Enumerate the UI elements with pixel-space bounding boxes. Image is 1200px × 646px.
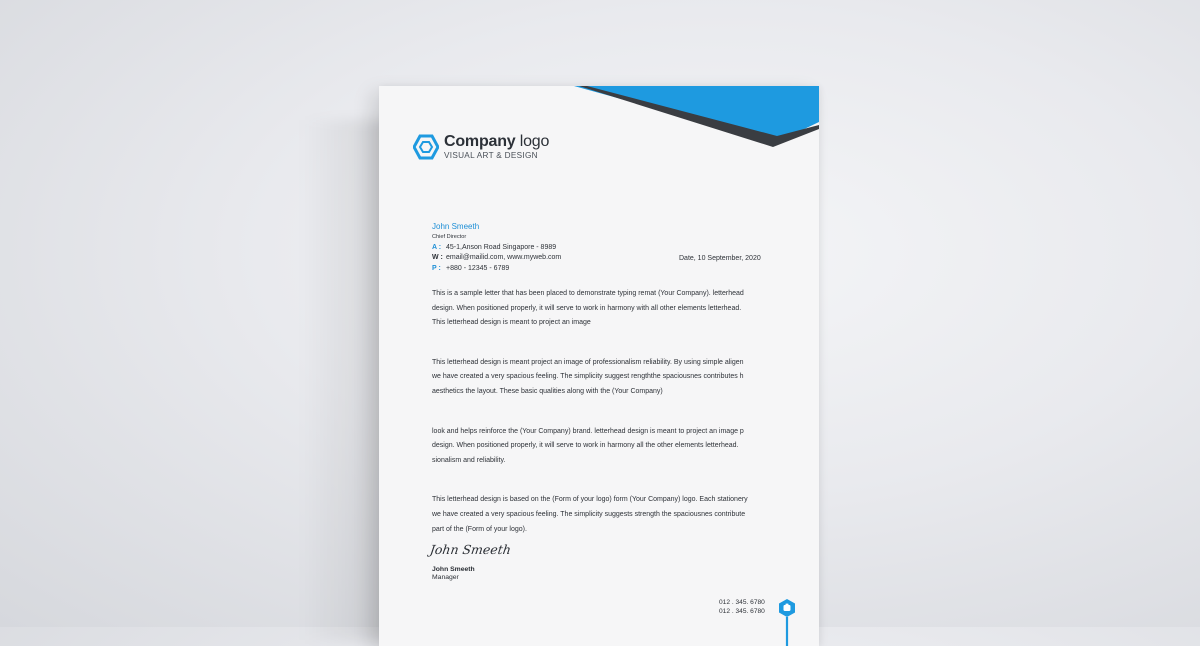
contact-value-address: 45-1,Anson Road Singapore - 8989 — [446, 244, 557, 251]
hexagon-icon — [413, 134, 439, 160]
contact-value-phone: +880 - 12345 - 6789 — [446, 264, 510, 272]
letterhead-paper — [379, 86, 819, 646]
body-line: This is a sample letter that has been placed to demonstrate typing remat (Your Company). letterhead — [432, 290, 744, 297]
body-line: This letterhead design is based on the (Form of your logo) form (Your Company) logo. Each stationery — [432, 496, 748, 504]
paragraph — [432, 356, 768, 400]
letter-date: Date, 10 September, 2020 — [679, 255, 761, 262]
body-line: design. When positioned properly, it will serve to work in harmony all the other elements letterhead. — [432, 442, 739, 450]
contact-phone — [432, 265, 561, 272]
logo-subtitle: VISUAL ART & DESIGN — [444, 151, 538, 160]
contact-key-phone: P : — [432, 264, 441, 272]
contact-address — [432, 244, 561, 251]
paragraph — [432, 493, 768, 537]
body-line: This letterhead design is meant to project an image — [432, 319, 591, 327]
signatory-name: John Smeeth — [432, 566, 475, 573]
contact-key-web: W : — [432, 254, 443, 262]
footer-phone-1: 012 . 345. 6780 — [719, 599, 765, 606]
sender-block — [432, 222, 561, 275]
letter-body — [432, 287, 768, 562]
logo-title-light: logo — [515, 133, 550, 150]
paragraph — [432, 287, 768, 331]
body-line: look and helps reinforce the (Your Company) brand. letterhead design is meant to project an image p — [432, 427, 744, 435]
body-line: sionalism and reliability. — [432, 456, 506, 464]
sender-name: John Smeeth — [432, 222, 480, 231]
signatory-role: Manager — [432, 574, 459, 581]
sender-role: Chief Director — [432, 234, 467, 240]
body-line: This letterhead design is meant project an image of professionalism reliability. By using simple aligen — [432, 358, 744, 366]
contact-key-address: A : — [432, 244, 442, 251]
footer-phone-numbers — [719, 599, 765, 616]
body-line: design. When positioned properly, it will serve to work in harmony with all other elements letterhead. — [432, 304, 742, 312]
logo-title-bold: Company — [444, 133, 516, 150]
footer-phone-2: 012 . 345. 6780 — [719, 607, 765, 615]
phone-hexagon-icon — [777, 598, 797, 646]
body-line: aesthetics the layout. These basic qualities along with the (Your Company) — [432, 387, 663, 395]
contact-value-web: email@mailid.com, www.myweb.com — [446, 254, 562, 262]
logo-text — [444, 134, 549, 160]
paper-shadow — [300, 120, 390, 640]
body-line: we have created a very spacious feeling. The simplicity suggest rengththe spaciousnes contributes h — [432, 373, 744, 381]
paragraph — [432, 425, 768, 469]
company-logo — [413, 134, 549, 160]
body-line: we have created a very spacious feeling. The simplicity suggests strength the spaciousnes contribute — [432, 510, 746, 518]
handwritten-signature: John Smeeth — [428, 542, 512, 557]
body-line: part of the (Form of your logo). — [432, 525, 527, 533]
logo-title — [444, 134, 549, 150]
contact-web — [432, 254, 561, 261]
